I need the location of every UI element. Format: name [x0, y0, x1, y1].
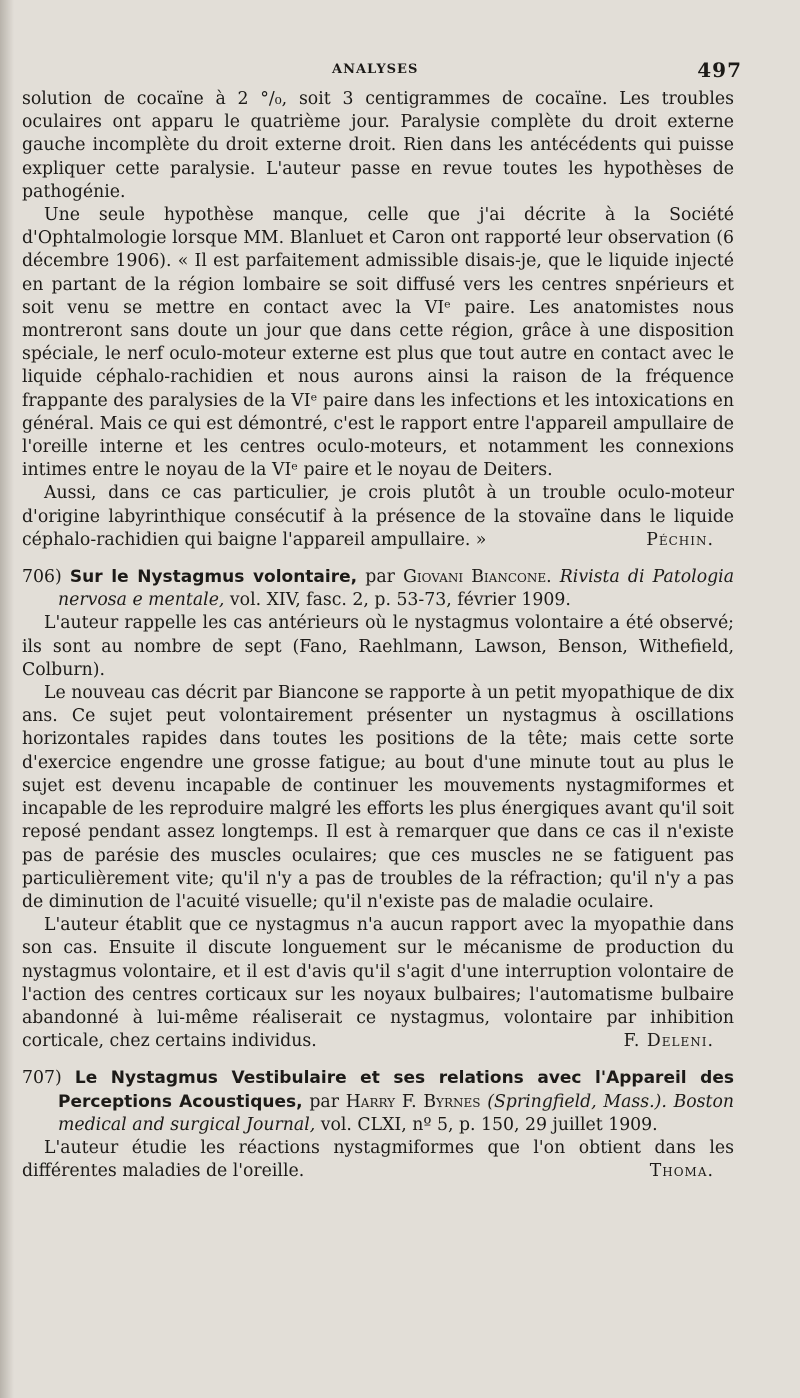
- abstract-707: [22, 1067, 734, 1183]
- signature: F. Deleni.: [623, 1031, 714, 1052]
- entry-heading: [22, 566, 734, 612]
- entry-number: 706): [22, 567, 62, 588]
- paragraph: Une seule hypothèse manque, celle que j'ai décrite à la Société d'Ophtalmologie lorsque MM. Blanluet et Caron ont rapporté leur observation (6 décembre 1906). « Il est parfaitement admissible disais-je, que le liquide injecté en partant de la région lombaire se soit diffusé vers les centres snpérieurs et soit venu se mettre en contact avec la VIᵉ paire. Les anatomistes nous montreront sans doute un jour que dans cette région, grâce à une disposition spéciale, le nerf oculo-moteur externe est plus que tout autre en contact avec le liquide céphalo-rachidien et nous aurons ainsi la raison de la fréquence frappante des paralysies de la VIᵉ paire dans les infections et les intoxications en général. Mais ce qui est démontré, c'est le rapport entre l'appareil ampullaire de l'oreille interne et les centres oculo-moteurs, et notamment les connexions intimes entre le noyau de la VIᵉ paire et le noyau de Deiters.: [22, 205, 734, 481]
- running-head: ANALYSES: [332, 62, 419, 77]
- paragraph: [22, 482, 734, 552]
- entry-author: Giovani Biancone.: [403, 567, 552, 588]
- continued-abstract: [22, 88, 734, 552]
- entry-author: Harry F. Byrnes: [345, 1091, 481, 1112]
- entry-details: vol. XIV, fasc. 2, p. 53-73, février 1909.: [229, 590, 571, 611]
- entry-by: par: [365, 567, 395, 588]
- entry-source: Rivista di Patologia nervosa e mentale,: [58, 567, 735, 611]
- entry-title: Le Nystagmus Vestibulaire et ses relations avec l'Appareil des Perceptions Acoustiques,: [58, 1068, 734, 1112]
- entry-source: (Springfield, Mass.). Boston medical and surgical Journal,: [58, 1091, 735, 1135]
- binding-shadow: [0, 0, 14, 1398]
- entry-by: par: [309, 1091, 339, 1112]
- entry-title: Sur le Nystagmus volontaire,: [69, 567, 358, 588]
- paragraph-text: L'auteur établit que ce nystagmus n'a aucun rapport avec la myopathie dans son cas. Ensuite il discute longuement sur le mécanisme de production du nystagmus volontaire, et il est d'avis qu'il s'agit d'une interruption volontaire de l'action des centres corticaux sur les noyaux bulbaires; l'automatisme bulbaire abandonné à lui-même réaliserait ce nystagmus, volontaire par inhibition corticale, chez certains individus.: [22, 915, 734, 1052]
- paragraph-text: Aussi, dans ce cas particulier, je crois plutôt à un trouble oculo-moteur d'origine labyrinthique consécutif à la présence de la stovaïne dans le liquide céphalo-rachidien qui baigne l'appareil ampullaire. »: [22, 483, 734, 550]
- signature: Péchin.: [646, 529, 714, 550]
- paragraph: Le nouveau cas décrit par Biancone se rapporte à un petit myopathique de dix ans. Ce sujet peut volontairement présenter un nystagmus à oscillations horizontales rapides dans toutes les positions de la tête; mais cette sorte d'exercice engendre une grosse fatigue; au bout d'une minute tout au plus le sujet est devenu incapable de continuer les mouvements nystagmiformes et incapable de les reproduire malgré les efforts les plus énergiques avant qu'il soit reposé pendant assez longtemps. Il est à remarquer que dans ce cas il n'existe pas de parésie des muscles oculaires; que ces muscles ne se fatiguent pas particulièrement vite; qu'il n'y a pas de troubles de la réfraction; qu'il n'y a pas de diminution de l'acuité visuelle; qu'il n'existe pas de maladie oculaire.: [22, 683, 734, 912]
- entry-number: 707): [22, 1068, 62, 1089]
- page-header: [22, 58, 742, 88]
- paragraph-text: L'auteur étudie les réactions nystagmiformes que l'on obtient dans les différentes maladies de l'oreille.: [22, 1137, 734, 1182]
- entry-heading: [22, 1067, 734, 1137]
- abstract-706: [22, 566, 734, 1053]
- entry-details: vol. CLXI, nº 5, p. 150, 29 juillet 1909.: [320, 1114, 658, 1135]
- paragraph: [22, 1137, 734, 1183]
- signature: Thoma.: [649, 1161, 714, 1182]
- paragraph: solution de cocaïne à 2 °/₀, soit 3 centigrammes de cocaïne. Les troubles oculaires ont apparu le quatrième jour. Paralysie complète du droit externe gauche incomplète du droit externe droit. Rien dans les antécédents qui puisse expliquer cette paralysie. L'auteur passe en revue toutes les hypothèses de pathogénie.: [22, 89, 734, 202]
- page-number: 497: [697, 58, 742, 82]
- paragraph: [22, 914, 734, 1053]
- paragraph: L'auteur rappelle les cas antérieurs où le nystagmus volontaire a été observé; ils sont au nombre de sept (Fano, Raehlmann, Lawson, Benson, Withefield, Colburn).: [22, 613, 734, 680]
